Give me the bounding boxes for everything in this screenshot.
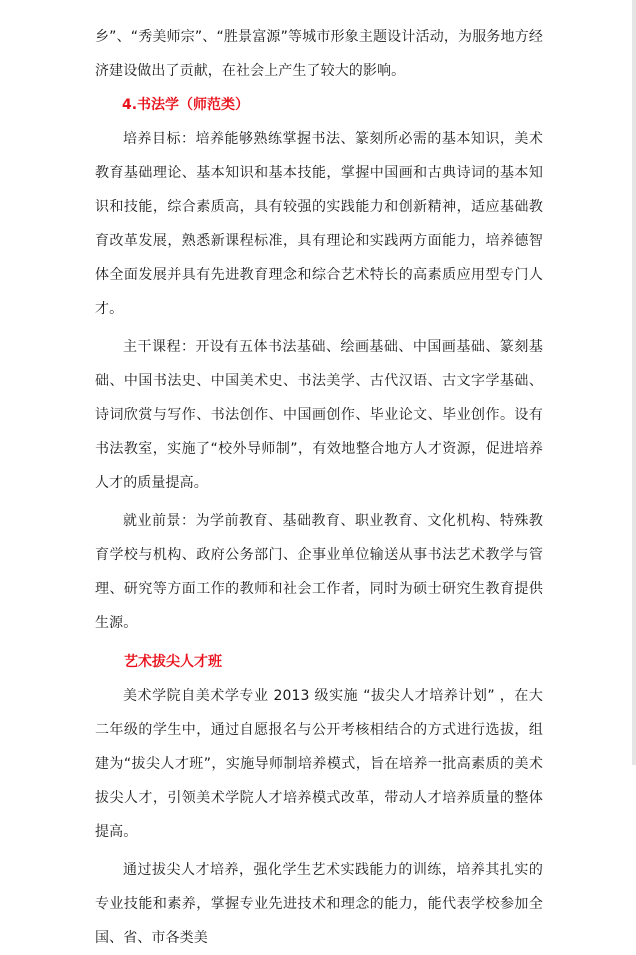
calligraphy-training-goal: 培养目标：培养能够熟练掌握书法、篆刻所必需的基本知识，美术教育基础理论、基本知识和基本技能，掌握中国画和古典诗词的基本知识和技能，综合素质高，具有较强的实践能力和创新精神，适应基础教育改革发展，熟悉新课程标准，具有理论和实践两方面能力，培养德智体全面发展并具有先进教育理念和综合艺术特长的高素质应用型专门人才。: [95, 131, 543, 317]
talent-class-paragraph-1: 美术学院自美术学专业 2013 级实施 “拔尖人才培养计划” ，在大二年级的学生中，通过自愿报名与公开考核相结合的方式进行选拔，组建为“拔尖人才班”，实施导师制培养模式，旨在培养一批高素质的美术拔尖人才，引领美术学院人才培养模式改革，带动人才培养质量的整体提高。: [95, 688, 543, 840]
calligraphy-main-courses: 主干课程：开设有五体书法基础、绘画基础、中国画基础、篆刻基础、中国书法史、中国美术史、书法美学、古代汉语、古文字学基础、诗词欣赏与写作、书法创作、中国画创作、毕业论文、毕业创作。设有书法教室，实施了“校外导师制”，有效地整合地方人才资源，促进培养人才的质量提高。: [95, 339, 543, 491]
document-body: [95, 20, 543, 955]
calligraphy-heading: 4.书法学（师范类）: [122, 97, 250, 113]
page-edge: [632, 0, 636, 765]
talent-class-heading: 艺术拔尖人才班: [124, 654, 222, 670]
talent-class-paragraph-2: 通过拔尖人才培养，强化学生艺术实践能力的训练，培养其扎实的专业技能和素养，掌握专业先进技术和理念的能力，能代表学校参加全国、省、市各类美: [95, 862, 543, 946]
calligraphy-employment: 就业前景：为学前教育、基础教育、职业教育、文化机构、特殊教育学校与机构、政府公务部门、企事业单位输送从事书法艺术教学与管理、研究等方面工作的教师和社会工作者，同时为硕士研究生教育提供生源。: [95, 513, 543, 631]
intro-paragraph: 乡”、“秀美师宗”、“胜景富源”等城市形象主题设计活动，为服务地方经济建设做出了贡献，在社会上产生了较大的影响。: [95, 29, 543, 79]
